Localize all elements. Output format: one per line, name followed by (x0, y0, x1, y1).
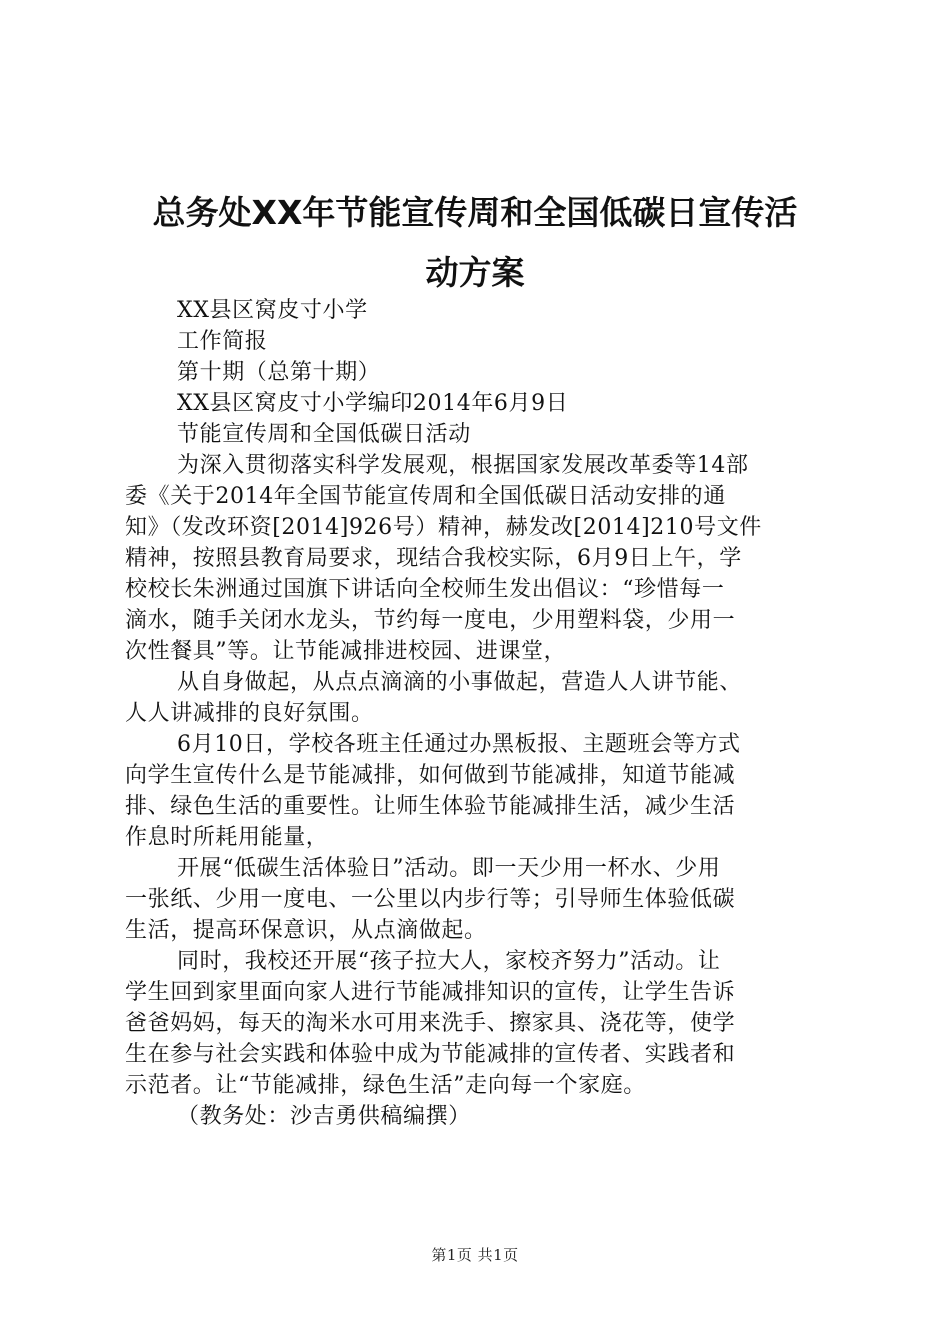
body-line: 一张纸、少用一度电、一公里以内步行等；引导师生体验低碳 (125, 887, 736, 912)
body-line: 滴水，随手关闭水龙头，节约每一度电，少用塑料袋，少用一 (125, 608, 736, 633)
body-line: 节能宣传周和全国低碳日活动 (177, 422, 471, 447)
body-line: 为深入贯彻落实科学发展观，根据国家发展改革委等14部 (177, 453, 749, 478)
document-body (125, 295, 830, 1132)
body-line: 同时，我校还开展“孩子拉大人，家校齐努力”活动。让 (177, 949, 721, 974)
page-footer: 第1页 共1页 (431, 1246, 519, 1264)
body-line: （教务处：沙吉勇供稿编撰） (177, 1104, 471, 1129)
body-line: 人人讲减排的良好氛围。 (125, 701, 374, 726)
body-line: XX县区窝皮寸小学编印2014年6月9日 (177, 391, 569, 416)
body-line: 开展“低碳生活体验日”活动。即一天少用一杯水、少用 (177, 856, 721, 881)
body-line: 生活，提高环保意识，从点滴做起。 (125, 918, 487, 943)
body-line: 示范者。让“节能减排，绿色生活”走向每一个家庭。 (125, 1073, 646, 1098)
body-line: 作息时所耗用能量， (125, 825, 329, 850)
body-line: 向学生宣传什么是节能减排，如何做到节能减排，知道节能减 (125, 763, 736, 788)
body-line: 排、绿色生活的重要性。让师生体验节能减排生活，减少生活 (125, 794, 736, 819)
body-line: 知》（发改环资[2014]926号）精神，赫发改[2014]210号文件 (125, 515, 762, 540)
body-line: 精神，按照县教育局要求，现结合我校实际，6月9日上午，学 (125, 546, 742, 571)
body-line: 工作简报 (177, 329, 268, 354)
body-line: 学生回到家里面向家人进行节能减排知识的宣传，让学生告诉 (125, 980, 736, 1005)
body-line: 第十期（总第十期） (177, 360, 381, 385)
body-line: 校校长朱洲通过国旗下讲话向全校师生发出倡议：“珍惜每一 (125, 577, 725, 602)
document-title-line-2: 动方案 (425, 253, 525, 292)
document-title-line-1: 总务处XX年节能宣传周和全国低碳日宣传活 (152, 193, 798, 232)
body-line: 爸爸妈妈，每天的淘米水可用来洗手、擦家具、浇花等，使学 (125, 1011, 736, 1036)
body-line: 委《关于2014年全国节能宣传周和全国低碳日活动安排的通 (125, 484, 726, 509)
body-line: 6月10日，学校各班主任通过办黑板报、主题班会等方式 (177, 732, 741, 757)
body-line: 从自身做起，从点点滴滴的小事做起，营造人人讲节能、 (177, 670, 743, 695)
body-line: XX县区窝皮寸小学 (177, 298, 368, 323)
body-line: 次性餐具”等。让节能减排进校园、进课堂， (125, 639, 567, 664)
body-line: 生在参与社会实践和体验中成为节能减排的宣传者、实践者和 (125, 1042, 736, 1067)
